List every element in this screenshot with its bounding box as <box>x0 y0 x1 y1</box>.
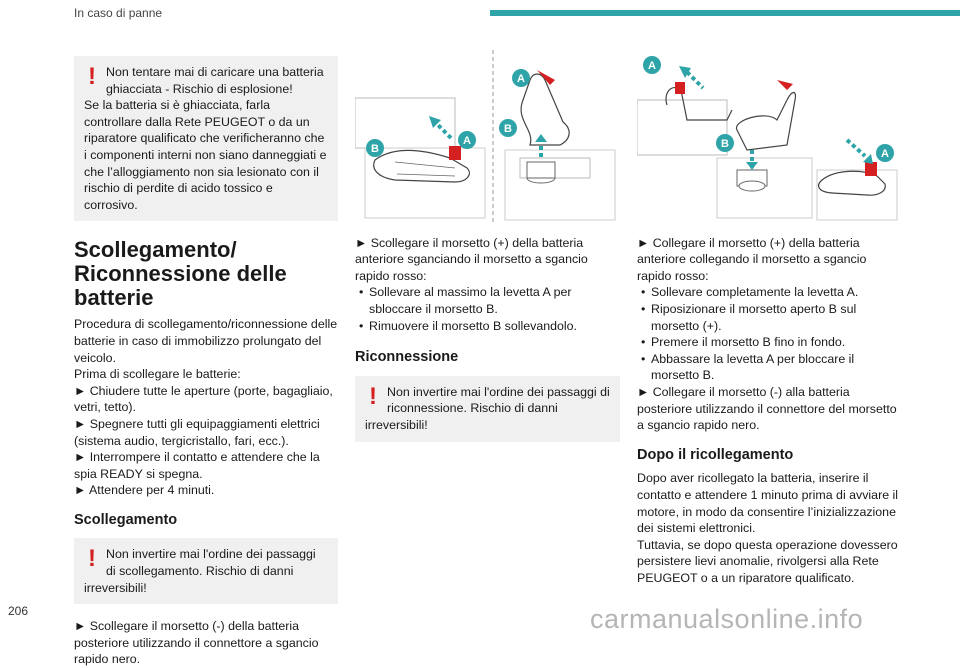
warning-box-disconnect <box>74 538 338 604</box>
label-B-middle: B <box>721 138 729 150</box>
page-number: 206 <box>8 604 29 618</box>
subsection-title: Dopo il ricollegamento <box>637 446 794 463</box>
label-A-left: A <box>463 135 471 147</box>
warning-box-frozen-battery <box>74 56 338 221</box>
warning-icon: ! <box>369 382 377 410</box>
subsection-title: Riconnessione <box>355 349 459 366</box>
column-middle <box>355 50 620 442</box>
step-item: ► Spegnere tutti gli equipaggiamenti elettrici (sistema audio, tergicristallo, fari, ecc.). <box>74 416 320 448</box>
warning-lead: Non invertire mai l'ordine dei passaggi di riconnessione. Rischio di danni <box>387 384 610 416</box>
watermark: carmanualsonline.info <box>590 604 864 634</box>
label-A-bottom: A <box>881 148 889 160</box>
section-title-line2: Riconnessione delle batterie <box>74 261 287 311</box>
section-title <box>74 238 338 310</box>
column-left <box>74 56 338 668</box>
warning-body: irreversibili! <box>84 580 147 595</box>
header-accent-bar <box>490 10 960 16</box>
label-B-left: B <box>371 143 379 155</box>
bullet-item: • Rimuovere il morsetto B sollevandolo. <box>355 318 620 335</box>
step-item: ► Attendere per 4 minuti. <box>74 483 215 498</box>
warning-lead: Non tentare mai di caricare una batteria ghiacciata - Rischio di esplosione! <box>106 65 324 96</box>
connect-step: ► Collegare il morsetto (+) della batteria anteriore collegando il morsetto a sgancio rapido rosso: <box>637 235 867 283</box>
step-item: ► Chiudere tutte le aperture (porte, bagagliaio, vetri, tetto). <box>74 383 333 415</box>
after-reconnect-paragraph: Dopo aver ricollegato la batteria, inserire il contatto e attendere 1 minuto prima di avviare il motore, in modo da consentire l’inizializzazione dei sistemi elettronici. <box>637 471 899 536</box>
warning-icon: ! <box>88 63 96 90</box>
bullet-item: • Abbassare la levetta A per bloccare il morsetto B. <box>637 351 899 384</box>
disconnect-illustration <box>355 50 620 225</box>
bullet-item: • Sollevare al massimo la levetta A per sbloccare il morsetto B. <box>355 284 620 317</box>
bullet-item: • Sollevare completamente la levetta A. <box>637 284 899 301</box>
subsection-title: Scollegamento <box>74 511 178 528</box>
connect-step-2: ► Collegare il morsetto (-) alla batteria posteriore utilizzando il connettore del morsetto a sgancio rapido nero. <box>637 384 897 433</box>
warning-icon: ! <box>88 545 96 573</box>
reconnect-illustration <box>637 50 899 225</box>
warning-body: Se la batteria si è ghiacciata, farla controllare dalla Rete PEUGEOT o da un riparatore qualificato che verificheranno che i componenti interni non siano danneggiati e che l’alloggiamento non sia lesionato con il rischio di perdite di acido tossico e corrosivo. <box>84 98 327 212</box>
warning-box-reconnect <box>355 376 620 442</box>
after-reconnect-paragraph: Tuttavia, se dopo questa operazione dovessero persistere lievi anomalie, rivolgersi alla Rete PEUGEOT o a un riparatore qualificato. <box>637 537 898 585</box>
column-right <box>637 50 899 586</box>
step-item: ► Interrompere il contatto e attendere che la spia READY si spegna. <box>74 450 320 481</box>
bullet-item: • Premere il morsetto B fino in fondo. <box>637 334 899 351</box>
final-step: ► Scollegare il morsetto (-) della batteria posteriore utilizzando il connettore a sgancio rapido nero. <box>74 619 319 667</box>
warning-body: irreversibili! <box>365 417 428 432</box>
bullet-item: • Riposizionare il morsetto aperto B sul morsetto (+). <box>637 301 899 334</box>
label-B-right: B <box>504 123 512 135</box>
label-A-right: A <box>517 73 525 85</box>
section-header: In caso di panne <box>74 6 163 20</box>
section-title-line1: Scollegamento/ <box>74 237 237 263</box>
disconnect-step: ► Scollegare il morsetto (+) della batteria anteriore sganciando il morsetto a sgancio rapido rosso: <box>355 235 588 283</box>
label-A-top: A <box>648 60 656 72</box>
warning-lead: Non invertire mai l'ordine dei passaggi di scollegamento. Rischio di danni <box>106 547 316 579</box>
intro-text: Procedura di scollegamento/riconnessione delle batterie in caso di immobilizzo prolungato del veicolo. <box>74 317 338 365</box>
prelude-text: Prima di scollegare le batterie: <box>74 367 241 382</box>
